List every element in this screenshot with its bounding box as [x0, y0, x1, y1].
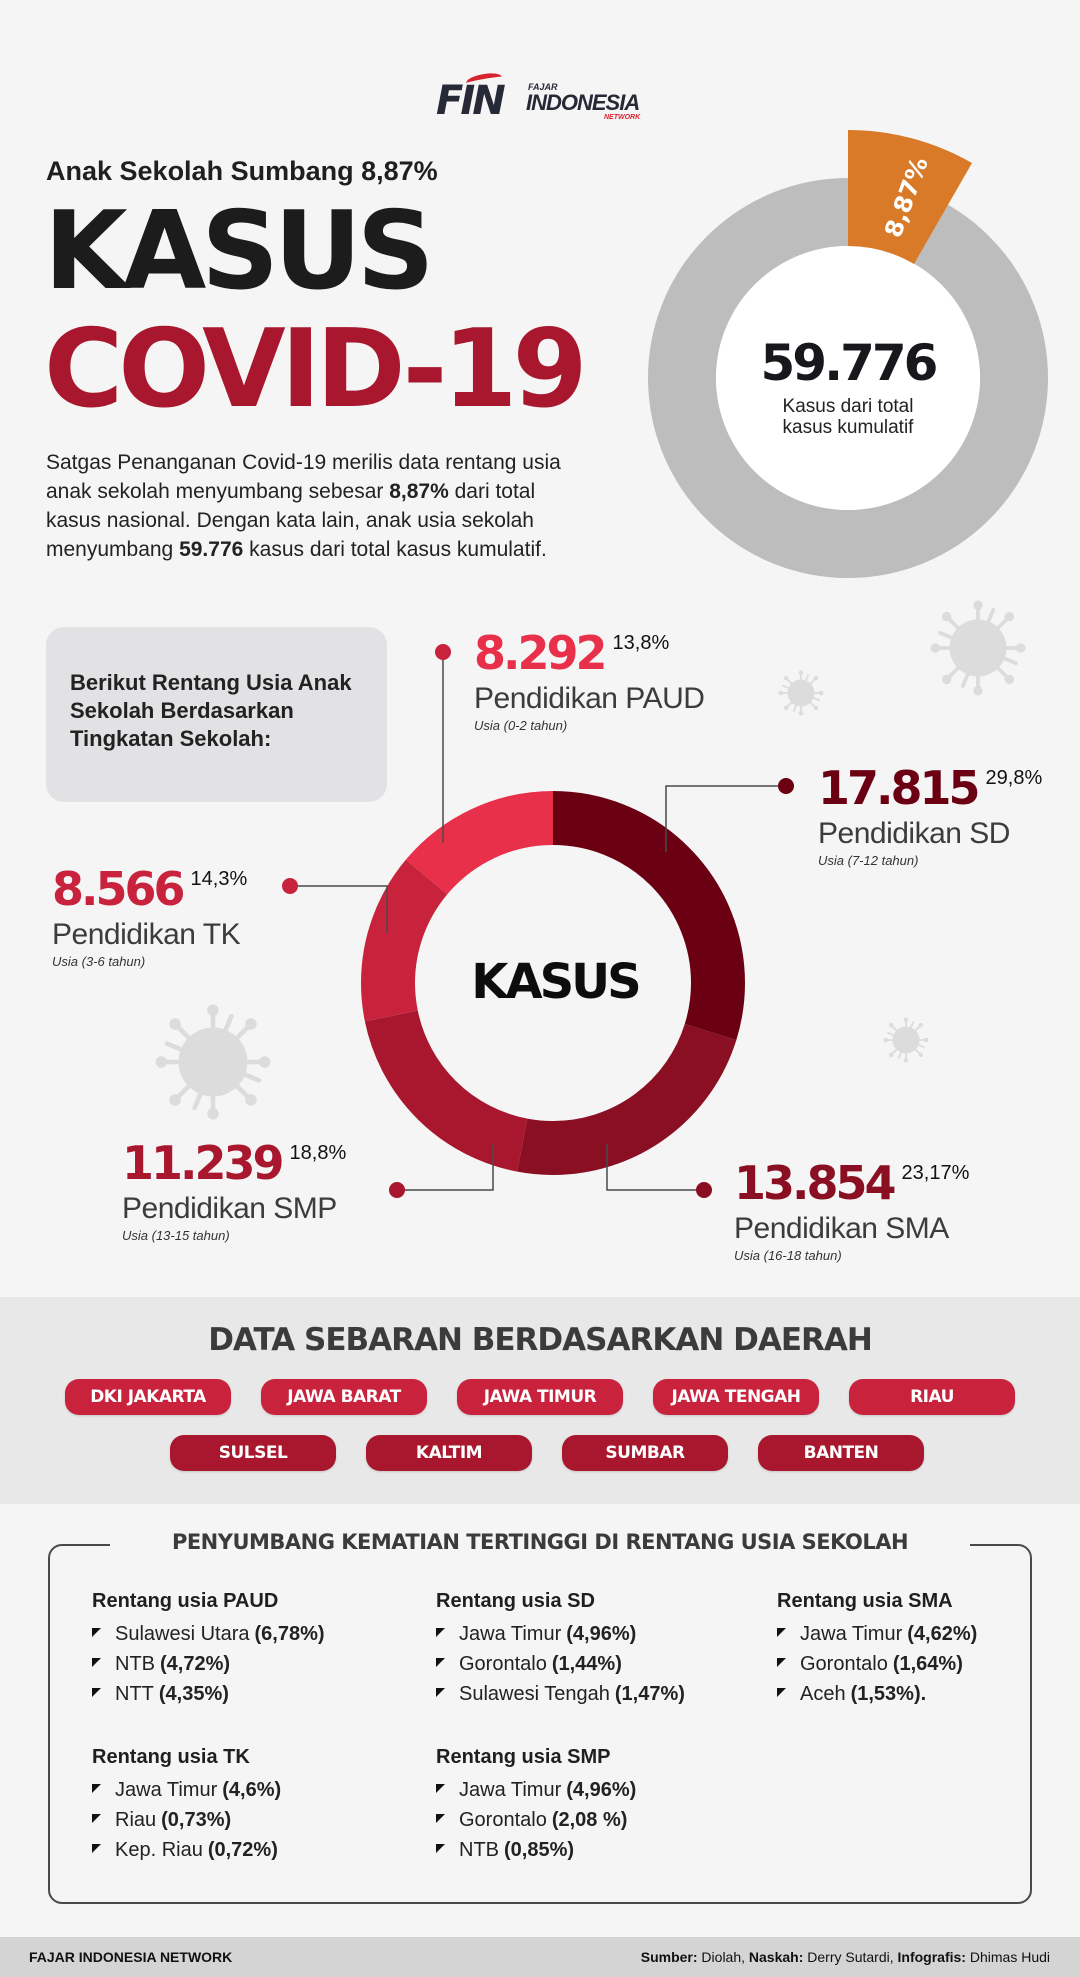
sumber-value: Diolah,: [697, 1949, 749, 1965]
footer: [0, 1937, 1080, 1977]
bullet-triangle-icon: [92, 1814, 101, 1823]
bullet-triangle-icon: [436, 1844, 445, 1853]
pct: (6,78%): [254, 1623, 325, 1645]
pct: (1,53%).: [850, 1683, 927, 1705]
region: Jawa Timur: [459, 1779, 562, 1801]
pct: (4,72%): [160, 1653, 231, 1675]
bullet-triangle-icon: [92, 1658, 101, 1667]
death-group-sma: [777, 1590, 977, 1709]
pct: (4,6%): [222, 1779, 282, 1801]
category-age: Usia (0-2 tahun): [474, 718, 568, 733]
category-value: 17.815: [818, 761, 978, 815]
category-pct: 23,17%: [901, 1162, 970, 1184]
category-sd: [818, 761, 1043, 868]
category-age: Usia (16-18 tahun): [734, 1248, 842, 1263]
list-item: [436, 1679, 685, 1709]
pct: (1,44%): [551, 1653, 622, 1675]
pct: (0,72%): [207, 1839, 278, 1861]
region-pill-jawa-barat[interactable]: JAWA BARAT: [261, 1379, 427, 1415]
category-value: 8.292: [474, 626, 605, 680]
category-value: 8.566: [52, 862, 183, 916]
list-item: [436, 1619, 685, 1649]
category-name: Pendidikan SMA: [734, 1212, 949, 1245]
bullet-triangle-icon: [92, 1784, 101, 1793]
region-pill-banten[interactable]: BANTEN: [758, 1435, 924, 1471]
region-pill-jawa-timur[interactable]: JAWA TIMUR: [457, 1379, 623, 1415]
group-heading: Rentang usia TK: [92, 1746, 250, 1768]
region-pill-jawa-tengah[interactable]: JAWA TENGAH: [653, 1379, 819, 1415]
group-heading: Rentang usia SMA: [777, 1590, 953, 1612]
footer-credits: [641, 1949, 1050, 1965]
title-kasus: KASUS: [44, 189, 430, 314]
pct: (4,96%): [566, 1779, 637, 1801]
intro-bold-pct: 8,87%: [389, 480, 449, 503]
category-age: Usia (3-6 tahun): [52, 954, 146, 969]
intro-text-3: kasus dari total kasus kumulatif.: [243, 538, 547, 561]
infografis-label: Infografis:: [897, 1949, 966, 1965]
intro-bold-total: 59.776: [179, 538, 244, 561]
category-pct: 18,8%: [289, 1142, 347, 1164]
virus-icon: [779, 671, 824, 716]
category-pct: 29,8%: [985, 767, 1043, 789]
region: NTT: [115, 1683, 154, 1705]
rentang-info-box: [46, 627, 387, 802]
group-heading: Rentang usia SMP: [436, 1746, 611, 1768]
pct: (1,64%): [892, 1653, 963, 1675]
region: Kep. Riau: [115, 1839, 203, 1861]
list-item: [436, 1805, 636, 1835]
bullet-triangle-icon: [92, 1688, 101, 1697]
category-sma: [734, 1156, 970, 1263]
region: NTB: [115, 1653, 155, 1675]
region-pill-kaltim[interactable]: KALTIM: [366, 1435, 532, 1471]
region: Jawa Timur: [459, 1623, 562, 1645]
category-age: Usia (7-12 tahun): [818, 853, 919, 868]
list-item: [777, 1619, 977, 1649]
rentang-line-3: Tingkatan Sekolah:: [70, 726, 272, 751]
pct: (0,85%): [504, 1839, 575, 1861]
leader-line-sd: [666, 786, 786, 852]
intro-text-1: Satgas Penanganan Covid-19 merilis data rentang usia anak sekolah menyumbang sebesar: [46, 451, 561, 503]
category-value: 11.239: [122, 1136, 282, 1190]
pct: (4,96%): [566, 1623, 637, 1645]
dot-sd: [778, 778, 794, 794]
region: Aceh: [800, 1683, 846, 1705]
logo-fin: FIN: [436, 78, 503, 124]
list-item: [436, 1835, 636, 1865]
logo-network: NETWORK: [604, 114, 641, 121]
bullet-triangle-icon: [436, 1688, 445, 1697]
bullet-triangle-icon: [436, 1784, 445, 1793]
bullet-triangle-icon: [777, 1628, 786, 1637]
list-item: [92, 1649, 325, 1679]
rentang-line-2: Sekolah Berdasarkan: [70, 698, 294, 723]
group-heading: Rentang usia SD: [436, 1590, 595, 1612]
title-covid: COVID-19: [44, 307, 583, 432]
death-group-sd: [436, 1590, 685, 1709]
daerah-section: [0, 1297, 1080, 1504]
category-age: Usia (13-15 tahun): [122, 1228, 230, 1243]
group-heading: Rentang usia PAUD: [92, 1590, 279, 1612]
pct: (4,62%): [907, 1623, 978, 1645]
bullet-triangle-icon: [436, 1814, 445, 1823]
region-pill-dki-jakarta[interactable]: DKI JAKARTA: [65, 1379, 231, 1415]
naskah-label: Naskah:: [748, 1949, 804, 1965]
infografis-value: Dhimas Hudi: [965, 1949, 1050, 1965]
bullet-triangle-icon: [436, 1628, 445, 1637]
list-item: [436, 1649, 685, 1679]
region: Sulawesi Utara: [115, 1623, 250, 1645]
summary-caption-1: Kasus dari total: [782, 396, 914, 417]
sumber-label: Sumber:: [640, 1949, 698, 1965]
category-name: Pendidikan SMP: [122, 1192, 337, 1225]
dot-sma: [696, 1182, 712, 1198]
category-value: 13.854: [734, 1156, 894, 1210]
dot-smp: [389, 1182, 405, 1198]
intro-text-2: dari total kasus nasional. Dengan kata lain, anak usia sekolah menyumbang: [46, 480, 536, 561]
virus-icon: [156, 1005, 271, 1120]
death-group-paud: [92, 1590, 325, 1709]
death-group-tk: [92, 1746, 281, 1865]
dot-paud: [435, 644, 451, 660]
summary-caption-2: kasus kumulatif: [782, 417, 914, 438]
region-pill-riau[interactable]: RIAU: [849, 1379, 1015, 1415]
category-pct: 14,3%: [190, 868, 248, 890]
region-pill-sumbar[interactable]: SUMBAR: [562, 1435, 728, 1471]
summary-share-label: 8,87%: [879, 153, 934, 242]
category-paud: [474, 626, 705, 733]
list-item: [436, 1775, 636, 1805]
region: Riau: [115, 1809, 157, 1831]
category-name: Pendidikan SD: [818, 817, 1010, 850]
region: Jawa Timur: [800, 1623, 903, 1645]
list-item: [92, 1775, 281, 1805]
daerah-title: DATA SEBARAN BERDASARKAN DAERAH: [208, 1322, 872, 1358]
bullet-triangle-icon: [777, 1688, 786, 1697]
deaths-title: PENYUMBANG KEMATIAN TERTINGGI DI RENTANG USIA SEKOLAH: [110, 1530, 970, 1554]
summary-total-value: 59.776: [760, 334, 936, 392]
category-pct: 13,8%: [612, 632, 670, 654]
region: Gorontalo: [459, 1809, 547, 1831]
pct: (0,73%): [161, 1809, 232, 1831]
pct: (1,47%): [614, 1683, 685, 1705]
list-item: [777, 1649, 977, 1679]
list-item: [777, 1679, 977, 1709]
dot-tk: [282, 878, 298, 894]
footer-brand: FAJAR INDONESIA NETWORK: [29, 1949, 233, 1965]
list-item: [92, 1835, 281, 1865]
list-item: [92, 1805, 281, 1835]
virus-icon: [931, 601, 1026, 696]
bullet-triangle-icon: [436, 1658, 445, 1667]
list-item: [92, 1679, 325, 1709]
region: Sulawesi Tengah: [459, 1683, 610, 1705]
rentang-line-1: Berikut Rentang Usia Anak: [70, 670, 352, 695]
bullet-triangle-icon: [777, 1658, 786, 1667]
main-donut-center-label: KASUS: [471, 954, 639, 1010]
pct: (2,08 %): [551, 1809, 628, 1831]
pct: (4,35%): [158, 1683, 229, 1705]
region: Gorontalo: [459, 1653, 547, 1675]
category-smp: [122, 1136, 347, 1243]
summary-donut: [682, 130, 1014, 544]
bullet-triangle-icon: [92, 1844, 101, 1853]
death-group-smp: [436, 1746, 636, 1865]
region-pill-sulsel[interactable]: SULSEL: [170, 1435, 336, 1471]
naskah-value: Derry Sutardi,: [803, 1949, 898, 1965]
category-name: Pendidikan PAUD: [474, 682, 705, 715]
region: Jawa Timur: [115, 1779, 218, 1801]
bullet-triangle-icon: [92, 1628, 101, 1637]
region: Gorontalo: [800, 1653, 888, 1675]
category-tk: [52, 862, 248, 969]
region: NTB: [459, 1839, 499, 1861]
logo-fajar: FAJAR: [528, 82, 558, 92]
virus-icon: [884, 1018, 929, 1063]
category-name: Pendidikan TK: [52, 918, 241, 951]
logo-indonesia: INDONESIA: [526, 90, 640, 115]
subtitle: Anak Sekolah Sumbang 8,87%: [46, 156, 438, 186]
list-item: [92, 1619, 325, 1649]
